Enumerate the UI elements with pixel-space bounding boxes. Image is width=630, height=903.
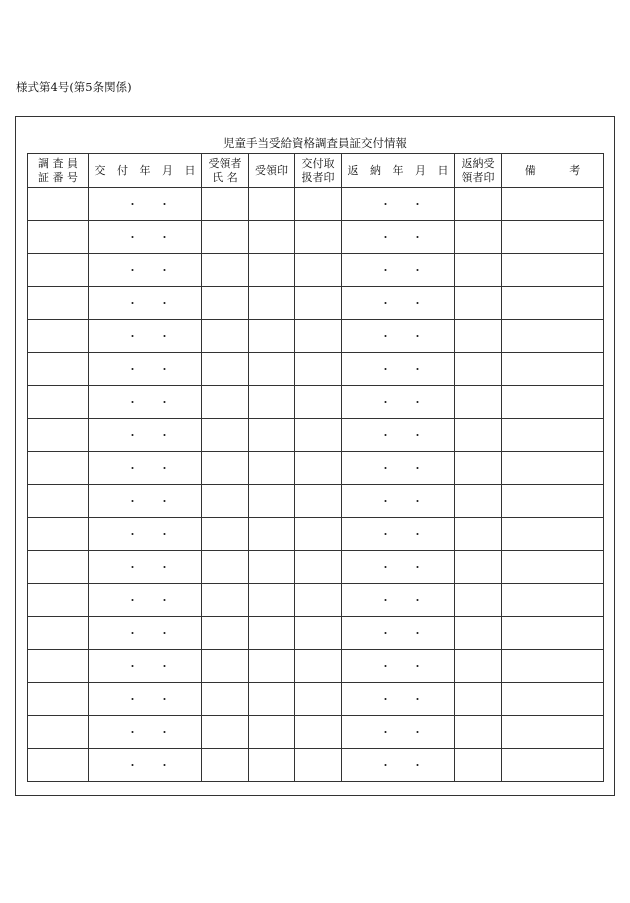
recipient-name-cell[interactable]: [202, 683, 249, 716]
issue-date-cell[interactable]: [89, 485, 202, 518]
date-separators: [89, 364, 201, 375]
date-separator-dot: ・: [159, 593, 170, 607]
header-row: [28, 154, 604, 188]
issuer-seal-cell[interactable]: [295, 287, 342, 320]
id-number-cell[interactable]: [28, 650, 89, 683]
date-separators: [89, 463, 201, 474]
recipient-name-cell[interactable]: [202, 452, 249, 485]
return-recipient-seal-cell[interactable]: [455, 716, 502, 749]
date-separators: [89, 694, 201, 705]
issue-date-cell[interactable]: [89, 551, 202, 584]
table-row: [28, 485, 604, 518]
return-date-cell[interactable]: [342, 584, 455, 617]
date-separator-dot: ・: [412, 659, 423, 673]
id-number-cell[interactable]: [28, 287, 89, 320]
date-separators: [89, 727, 201, 738]
date-separator-dot: ・: [380, 626, 391, 640]
header-issue-date-label: 交 付 年 月 日: [94, 163, 196, 177]
issuer-seal-cell[interactable]: [295, 485, 342, 518]
issuer-seal-cell[interactable]: [295, 353, 342, 386]
remarks-cell[interactable]: [502, 485, 604, 518]
date-separators: [342, 463, 454, 474]
date-separator-dot: ・: [159, 296, 170, 310]
date-separators: [342, 331, 454, 342]
receipt-seal-cell[interactable]: [249, 584, 295, 617]
date-separator-dot: ・: [412, 296, 423, 310]
date-separator-dot: ・: [412, 197, 423, 211]
issuer-seal-cell[interactable]: [295, 683, 342, 716]
receipt-seal-cell[interactable]: [249, 617, 295, 650]
date-separators: [342, 232, 454, 243]
date-separator-dot: ・: [380, 230, 391, 244]
id-number-cell[interactable]: [28, 386, 89, 419]
recipient-name-cell[interactable]: [202, 551, 249, 584]
remarks-cell[interactable]: [502, 254, 604, 287]
receipt-seal-cell[interactable]: [249, 386, 295, 419]
remarks-cell[interactable]: [502, 716, 604, 749]
date-separator-dot: ・: [412, 230, 423, 244]
date-separators: [342, 562, 454, 573]
return-recipient-seal-cell[interactable]: [455, 650, 502, 683]
id-number-cell[interactable]: [28, 254, 89, 287]
issuer-seal-cell[interactable]: [295, 617, 342, 650]
receipt-seal-cell[interactable]: [249, 254, 295, 287]
date-separator-dot: ・: [159, 560, 170, 574]
return-recipient-seal-cell[interactable]: [455, 320, 502, 353]
date-separators: [342, 430, 454, 441]
date-separator-dot: ・: [159, 428, 170, 442]
date-separator-dot: ・: [412, 461, 423, 475]
date-separator-dot: ・: [127, 329, 138, 343]
return-recipient-seal-cell[interactable]: [455, 485, 502, 518]
date-separator-dot: ・: [127, 428, 138, 442]
issuance-record-table: [27, 153, 604, 782]
return-date-cell[interactable]: [342, 221, 455, 254]
date-separator-dot: ・: [127, 593, 138, 607]
remarks-cell[interactable]: [502, 353, 604, 386]
date-separators: [89, 265, 201, 276]
date-separator-dot: ・: [159, 527, 170, 541]
remarks-cell[interactable]: [502, 419, 604, 452]
issue-date-cell[interactable]: [89, 386, 202, 419]
recipient-name-cell[interactable]: [202, 254, 249, 287]
remarks-cell[interactable]: [502, 650, 604, 683]
date-separator-dot: ・: [127, 395, 138, 409]
date-separators: [342, 364, 454, 375]
table-row: [28, 353, 604, 386]
date-separator-dot: ・: [159, 758, 170, 772]
date-separator-dot: ・: [159, 362, 170, 376]
receipt-seal-cell[interactable]: [249, 287, 295, 320]
header-issuer-line1: 交付取: [301, 156, 335, 170]
remarks-cell[interactable]: [502, 320, 604, 353]
date-separator-dot: ・: [412, 263, 423, 277]
id-number-cell[interactable]: [28, 749, 89, 782]
date-separator-dot: ・: [159, 626, 170, 640]
date-separator-dot: ・: [380, 527, 391, 541]
recipient-name-cell[interactable]: [202, 485, 249, 518]
date-separator-dot: ・: [412, 725, 423, 739]
date-separator-dot: ・: [412, 692, 423, 706]
remarks-cell[interactable]: [502, 518, 604, 551]
remarks-cell[interactable]: [502, 452, 604, 485]
receipt-seal-cell[interactable]: [249, 485, 295, 518]
recipient-name-cell[interactable]: [202, 617, 249, 650]
return-date-cell[interactable]: [342, 749, 455, 782]
date-separators: [342, 727, 454, 738]
header-recipient-name: [202, 154, 249, 188]
date-separator-dot: ・: [412, 329, 423, 343]
remarks-cell[interactable]: [502, 386, 604, 419]
issue-date-cell[interactable]: [89, 584, 202, 617]
issuer-seal-cell[interactable]: [295, 584, 342, 617]
date-separators: [89, 529, 201, 540]
id-number-cell[interactable]: [28, 188, 89, 221]
return-recipient-seal-cell[interactable]: [455, 452, 502, 485]
date-separator-dot: ・: [127, 263, 138, 277]
issue-date-cell[interactable]: [89, 617, 202, 650]
date-separators: [342, 199, 454, 210]
receipt-seal-cell[interactable]: [249, 419, 295, 452]
return-recipient-seal-cell[interactable]: [455, 254, 502, 287]
date-separator-dot: ・: [127, 692, 138, 706]
header-recipient-line1: 受領者: [208, 156, 242, 170]
return-recipient-seal-cell[interactable]: [455, 353, 502, 386]
date-separator-dot: ・: [127, 197, 138, 211]
receipt-seal-cell[interactable]: [249, 188, 295, 221]
issue-date-cell[interactable]: [89, 518, 202, 551]
table-row: [28, 188, 604, 221]
id-number-cell[interactable]: [28, 452, 89, 485]
date-separator-dot: ・: [380, 494, 391, 508]
date-separator-dot: ・: [380, 593, 391, 607]
id-number-cell[interactable]: [28, 320, 89, 353]
date-separator-dot: ・: [127, 527, 138, 541]
header-return-recipient-line1: 返納受: [461, 156, 495, 170]
return-date-cell[interactable]: [342, 386, 455, 419]
date-separator-dot: ・: [127, 230, 138, 244]
recipient-name-cell[interactable]: [202, 419, 249, 452]
table-row: [28, 419, 604, 452]
table-row: [28, 749, 604, 782]
issue-date-cell[interactable]: [89, 650, 202, 683]
date-separators: [342, 628, 454, 639]
date-separator-dot: ・: [380, 461, 391, 475]
header-issue-date: [89, 154, 202, 188]
date-separator-dot: ・: [127, 494, 138, 508]
header-remarks: [502, 154, 604, 188]
date-separator-dot: ・: [380, 197, 391, 211]
date-separator-dot: ・: [159, 725, 170, 739]
date-separator-dot: ・: [412, 626, 423, 640]
return-recipient-seal-cell[interactable]: [455, 584, 502, 617]
date-separator-dot: ・: [380, 692, 391, 706]
recipient-name-cell[interactable]: [202, 584, 249, 617]
date-separator-dot: ・: [412, 362, 423, 376]
receipt-seal-cell[interactable]: [249, 716, 295, 749]
issuer-seal-cell[interactable]: [295, 650, 342, 683]
table-body: [28, 188, 604, 782]
header-receipt-seal: [249, 154, 295, 188]
return-recipient-seal-cell[interactable]: [455, 386, 502, 419]
date-separators: [89, 628, 201, 639]
issuer-seal-cell[interactable]: [295, 419, 342, 452]
return-date-cell[interactable]: [342, 188, 455, 221]
table-row: [28, 221, 604, 254]
date-separator-dot: ・: [380, 329, 391, 343]
id-number-cell[interactable]: [28, 485, 89, 518]
date-separator-dot: ・: [380, 725, 391, 739]
recipient-name-cell[interactable]: [202, 188, 249, 221]
return-date-cell[interactable]: [342, 287, 455, 320]
date-separator-dot: ・: [380, 428, 391, 442]
receipt-seal-cell[interactable]: [249, 221, 295, 254]
date-separator-dot: ・: [159, 494, 170, 508]
issuer-seal-cell[interactable]: [295, 386, 342, 419]
recipient-name-cell[interactable]: [202, 287, 249, 320]
recipient-name-cell[interactable]: [202, 749, 249, 782]
id-number-cell[interactable]: [28, 716, 89, 749]
id-number-cell[interactable]: [28, 551, 89, 584]
issuer-seal-cell[interactable]: [295, 254, 342, 287]
recipient-name-cell[interactable]: [202, 353, 249, 386]
date-separator-dot: ・: [380, 395, 391, 409]
date-separators: [89, 661, 201, 672]
issuer-seal-cell[interactable]: [295, 188, 342, 221]
date-separators: [89, 298, 201, 309]
remarks-cell[interactable]: [502, 551, 604, 584]
header-return-date: [342, 154, 455, 188]
receipt-seal-cell[interactable]: [249, 452, 295, 485]
return-date-cell[interactable]: [342, 716, 455, 749]
date-separators: [342, 496, 454, 507]
form-title: 児童手当受給資格調査員証交付情報: [223, 136, 407, 150]
date-separator-dot: ・: [159, 263, 170, 277]
remarks-cell[interactable]: [502, 617, 604, 650]
return-date-cell[interactable]: [342, 452, 455, 485]
date-separator-dot: ・: [159, 461, 170, 475]
date-separator-dot: ・: [412, 560, 423, 574]
issuer-seal-cell[interactable]: [295, 749, 342, 782]
issue-date-cell[interactable]: [89, 419, 202, 452]
date-separator-dot: ・: [159, 329, 170, 343]
table-row: [28, 617, 604, 650]
return-recipient-seal-cell[interactable]: [455, 683, 502, 716]
return-date-cell[interactable]: [342, 518, 455, 551]
return-recipient-seal-cell[interactable]: [455, 518, 502, 551]
return-recipient-seal-cell[interactable]: [455, 617, 502, 650]
date-separators: [342, 529, 454, 540]
date-separators: [342, 661, 454, 672]
header-issuer-seal: [295, 154, 342, 188]
date-separator-dot: ・: [412, 395, 423, 409]
id-number-cell[interactable]: [28, 419, 89, 452]
recipient-name-cell[interactable]: [202, 518, 249, 551]
date-separators: [89, 562, 201, 573]
issue-date-cell[interactable]: [89, 452, 202, 485]
table-row: [28, 386, 604, 419]
date-separator-dot: ・: [412, 758, 423, 772]
recipient-name-cell[interactable]: [202, 650, 249, 683]
return-date-cell[interactable]: [342, 485, 455, 518]
issue-date-cell[interactable]: [89, 287, 202, 320]
header-issuer-line2: 扱者印: [301, 170, 335, 184]
header-receipt-seal-label: 受領印: [255, 163, 288, 177]
return-recipient-seal-cell[interactable]: [455, 221, 502, 254]
issuer-seal-cell[interactable]: [295, 452, 342, 485]
date-separator-dot: ・: [159, 197, 170, 211]
return-date-cell[interactable]: [342, 650, 455, 683]
header-return-date-label: 返 納 年 月 日: [347, 163, 449, 177]
id-number-cell[interactable]: [28, 221, 89, 254]
header-id-number-line2: 証 番 号: [38, 170, 78, 184]
remarks-cell[interactable]: [502, 287, 604, 320]
date-separator-dot: ・: [159, 395, 170, 409]
date-separator-dot: ・: [127, 560, 138, 574]
issue-date-cell[interactable]: [89, 188, 202, 221]
id-number-cell[interactable]: [28, 617, 89, 650]
date-separators: [89, 496, 201, 507]
date-separators: [342, 760, 454, 771]
issuer-seal-cell[interactable]: [295, 320, 342, 353]
return-recipient-seal-cell[interactable]: [455, 551, 502, 584]
return-date-cell[interactable]: [342, 419, 455, 452]
date-separator-dot: ・: [380, 263, 391, 277]
return-recipient-seal-cell[interactable]: [455, 419, 502, 452]
date-separator-dot: ・: [412, 494, 423, 508]
date-separator-dot: ・: [127, 461, 138, 475]
date-separator-dot: ・: [412, 428, 423, 442]
date-separator-dot: ・: [380, 296, 391, 310]
table-row: [28, 683, 604, 716]
recipient-name-cell[interactable]: [202, 716, 249, 749]
date-separators: [89, 397, 201, 408]
issuer-seal-cell[interactable]: [295, 518, 342, 551]
id-number-cell[interactable]: [28, 683, 89, 716]
date-separator-dot: ・: [412, 593, 423, 607]
date-separators: [89, 760, 201, 771]
issuer-seal-cell[interactable]: [295, 551, 342, 584]
header-remarks-label: 備 考: [524, 163, 581, 177]
table-row: [28, 584, 604, 617]
date-separator-dot: ・: [380, 758, 391, 772]
receipt-seal-cell[interactable]: [249, 551, 295, 584]
remarks-cell[interactable]: [502, 584, 604, 617]
date-separators: [89, 595, 201, 606]
issuer-seal-cell[interactable]: [295, 221, 342, 254]
date-separators: [89, 430, 201, 441]
return-date-cell[interactable]: [342, 683, 455, 716]
date-separators: [342, 694, 454, 705]
return-date-cell[interactable]: [342, 320, 455, 353]
return-date-cell[interactable]: [342, 353, 455, 386]
header-return-recipient-seal: [455, 154, 502, 188]
return-date-cell[interactable]: [342, 254, 455, 287]
remarks-cell[interactable]: [502, 749, 604, 782]
table-row: [28, 716, 604, 749]
recipient-name-cell[interactable]: [202, 221, 249, 254]
id-number-cell[interactable]: [28, 584, 89, 617]
date-separator-dot: ・: [127, 296, 138, 310]
header-id-number: [28, 154, 89, 188]
date-separator-dot: ・: [412, 527, 423, 541]
remarks-cell[interactable]: [502, 683, 604, 716]
return-date-cell[interactable]: [342, 617, 455, 650]
header-id-number-line1: 調 査 員: [38, 156, 78, 170]
remarks-cell[interactable]: [502, 221, 604, 254]
issue-date-cell[interactable]: [89, 716, 202, 749]
date-separator-dot: ・: [127, 626, 138, 640]
recipient-name-cell[interactable]: [202, 386, 249, 419]
receipt-seal-cell[interactable]: [249, 353, 295, 386]
remarks-cell[interactable]: [502, 188, 604, 221]
date-separators: [89, 232, 201, 243]
issue-date-cell[interactable]: [89, 749, 202, 782]
table-row: [28, 650, 604, 683]
table-row: [28, 287, 604, 320]
table-row: [28, 452, 604, 485]
date-separators: [342, 265, 454, 276]
date-separator-dot: ・: [159, 659, 170, 673]
receipt-seal-cell[interactable]: [249, 518, 295, 551]
date-separator-dot: ・: [127, 725, 138, 739]
date-separators: [89, 331, 201, 342]
date-separators: [342, 397, 454, 408]
date-separator-dot: ・: [380, 659, 391, 673]
recipient-name-cell[interactable]: [202, 320, 249, 353]
receipt-seal-cell[interactable]: [249, 320, 295, 353]
date-separator-dot: ・: [159, 692, 170, 706]
issue-date-cell[interactable]: [89, 683, 202, 716]
date-separator-dot: ・: [127, 362, 138, 376]
date-separators: [342, 298, 454, 309]
id-number-cell[interactable]: [28, 518, 89, 551]
table-row: [28, 254, 604, 287]
date-separator-dot: ・: [380, 560, 391, 574]
return-recipient-seal-cell[interactable]: [455, 287, 502, 320]
issue-date-cell[interactable]: [89, 221, 202, 254]
issue-date-cell[interactable]: [89, 254, 202, 287]
form-number-label: 様式第4号(第5条関係): [16, 80, 132, 94]
receipt-seal-cell[interactable]: [249, 683, 295, 716]
return-date-cell[interactable]: [342, 551, 455, 584]
date-separator-dot: ・: [159, 230, 170, 244]
date-separator-dot: ・: [127, 758, 138, 772]
table-row: [28, 551, 604, 584]
issue-date-cell[interactable]: [89, 353, 202, 386]
table-row: [28, 518, 604, 551]
receipt-seal-cell[interactable]: [249, 749, 295, 782]
return-recipient-seal-cell[interactable]: [455, 749, 502, 782]
issuer-seal-cell[interactable]: [295, 716, 342, 749]
header-return-recipient-line2: 領者印: [461, 170, 495, 184]
table-row: [28, 320, 604, 353]
date-separator-dot: ・: [380, 362, 391, 376]
return-recipient-seal-cell[interactable]: [455, 188, 502, 221]
issue-date-cell[interactable]: [89, 320, 202, 353]
receipt-seal-cell[interactable]: [249, 650, 295, 683]
date-separators: [89, 199, 201, 210]
date-separator-dot: ・: [127, 659, 138, 673]
date-separators: [342, 595, 454, 606]
header-recipient-line2: 氏 名: [212, 170, 238, 184]
id-number-cell[interactable]: [28, 353, 89, 386]
